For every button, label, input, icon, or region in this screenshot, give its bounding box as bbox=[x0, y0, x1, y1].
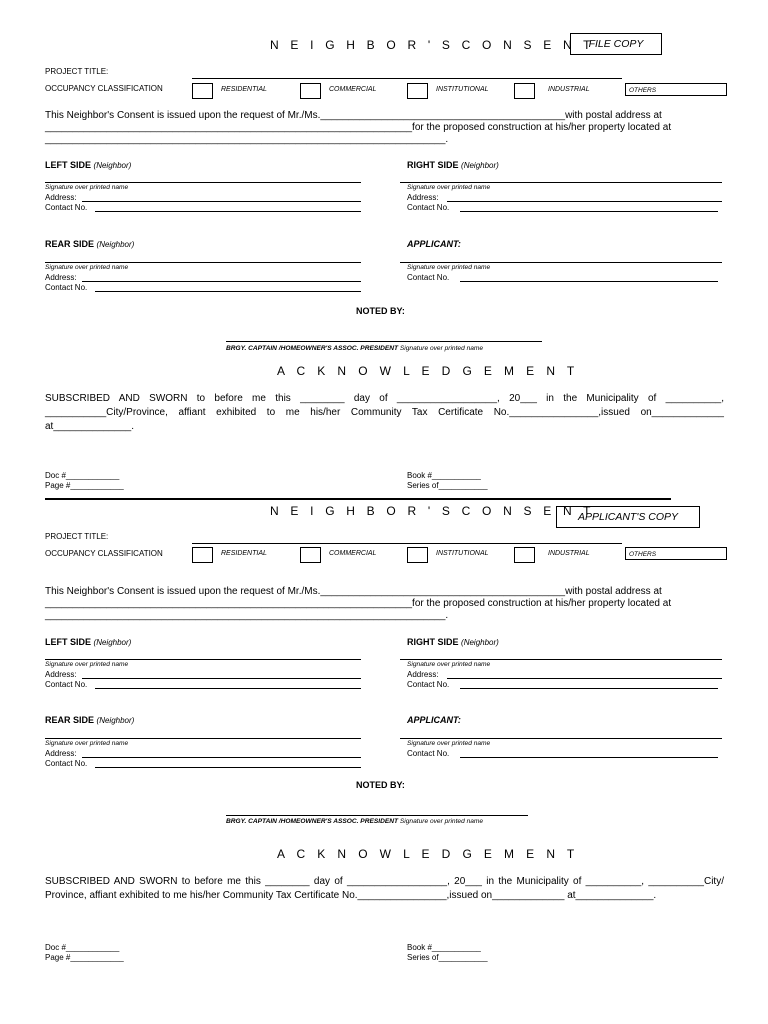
noted-by-caption: BRGY. CAPTAIN /HOMEOWNER'S ASSOC. PRESIDENT Signature over printed name bbox=[226, 345, 484, 352]
contact-label: Contact No. bbox=[407, 273, 450, 282]
occupancy-label: OCCUPANCY CLASSIFICATION bbox=[45, 84, 163, 93]
left-side-address-field[interactable] bbox=[82, 678, 361, 679]
commercial-checkbox[interactable] bbox=[300, 547, 321, 563]
contact-label: Contact No. bbox=[407, 680, 450, 689]
noted-by-signature-field[interactable] bbox=[226, 341, 542, 342]
doc-number-label: Doc #____________ bbox=[45, 943, 120, 952]
address-label: Address: bbox=[45, 749, 77, 758]
request-line-3: ________________________________________________________________________. bbox=[45, 610, 449, 621]
request-line-3: ________________________________________________________________________. bbox=[45, 134, 449, 145]
noted-by-caption: BRGY. CAPTAIN /HOMEOWNER'S ASSOC. PRESIDENT Signature over printed name bbox=[226, 818, 484, 825]
request-line-2: __________________________________________________________________for the proposed construction at his/her property located at bbox=[45, 122, 672, 133]
institutional-label: INSTITUTIONAL bbox=[436, 550, 489, 557]
applicant-contact-field[interactable] bbox=[460, 281, 718, 282]
address-label: Address: bbox=[407, 193, 439, 202]
applicant-contact-field[interactable] bbox=[460, 757, 718, 758]
industrial-label: INDUSTRIAL bbox=[548, 550, 590, 557]
left-side-contact-field[interactable] bbox=[95, 211, 361, 212]
rear-side-address-field[interactable] bbox=[82, 757, 361, 758]
copy-label-badge: FILE COPY bbox=[570, 33, 662, 55]
right-side-address-field[interactable] bbox=[447, 678, 722, 679]
series-label: Series of___________ bbox=[407, 953, 488, 962]
address-label: Address: bbox=[407, 670, 439, 679]
residential-label: RESIDENTIAL bbox=[221, 86, 267, 93]
rear-side-contact-field[interactable] bbox=[95, 291, 361, 292]
copy-label-badge: APPLICANT'S COPY bbox=[556, 506, 700, 528]
signature-caption: Signature over printed name bbox=[407, 264, 491, 271]
left-side-contact-field[interactable] bbox=[95, 688, 361, 689]
file-copy-form bbox=[0, 0, 768, 500]
left-side-label: LEFT SIDE (Neighbor) bbox=[45, 637, 132, 647]
institutional-checkbox[interactable] bbox=[407, 547, 428, 563]
left-side-address-field[interactable] bbox=[82, 201, 361, 202]
commercial-label: COMMERCIAL bbox=[329, 86, 377, 93]
contact-label: Contact No. bbox=[407, 749, 450, 758]
address-label: Address: bbox=[45, 193, 77, 202]
applicant-copy-form bbox=[0, 472, 768, 972]
acknowledgement-title: A C K N O W L E D G E M E N T bbox=[277, 364, 579, 378]
contact-label: Contact No. bbox=[45, 203, 88, 212]
project-title-label: PROJECT TITLE: bbox=[45, 67, 109, 76]
institutional-label: INSTITUTIONAL bbox=[436, 86, 489, 93]
contact-label: Contact No. bbox=[45, 283, 88, 292]
request-line-1: This Neighbor's Consent is issued upon the request of Mr./Ms.____________________________________________with postal address at bbox=[45, 110, 662, 121]
noted-by-label: NOTED BY: bbox=[356, 306, 405, 316]
left-side-signature-field[interactable] bbox=[45, 659, 361, 660]
project-title-field[interactable] bbox=[192, 543, 622, 544]
rear-side-address-field[interactable] bbox=[82, 281, 361, 282]
applicant-label: APPLICANT: bbox=[407, 715, 461, 725]
page-number-label: Page #____________ bbox=[45, 481, 124, 490]
industrial-checkbox[interactable] bbox=[514, 547, 535, 563]
request-line-2: __________________________________________________________________for the proposed construction at his/her property located at bbox=[45, 598, 672, 609]
sworn-statement: SUBSCRIBED AND SWORN to before me this ________ day of __________________, 20___ in the Municipality of __________, ___________City/Province, affiant exhibited to me his/her Community Tax Certificate No.________________,issued on_____________ at______________. bbox=[45, 393, 724, 432]
rear-side-signature-field[interactable] bbox=[45, 262, 361, 263]
others-field[interactable]: OTHERS bbox=[625, 547, 727, 560]
series-label: Series of___________ bbox=[407, 481, 488, 490]
right-side-address-field[interactable] bbox=[447, 201, 722, 202]
applicant-signature-field[interactable] bbox=[400, 262, 722, 263]
signature-caption: Signature over printed name bbox=[407, 661, 491, 668]
address-label: Address: bbox=[45, 273, 77, 282]
rear-side-label: REAR SIDE (Neighbor) bbox=[45, 715, 135, 725]
signature-caption: Signature over printed name bbox=[45, 740, 129, 747]
signature-caption: Signature over printed name bbox=[45, 264, 129, 271]
right-side-contact-field[interactable] bbox=[460, 211, 718, 212]
form-title: N E I G H B O R ' S C O N S E N T bbox=[270, 38, 595, 52]
left-side-signature-field[interactable] bbox=[45, 182, 361, 183]
contact-label: Contact No. bbox=[407, 203, 450, 212]
right-side-label: RIGHT SIDE (Neighbor) bbox=[407, 160, 499, 170]
doc-number-label: Doc #____________ bbox=[45, 471, 120, 480]
right-side-label: RIGHT SIDE (Neighbor) bbox=[407, 637, 499, 647]
book-number-label: Book #___________ bbox=[407, 471, 481, 480]
residential-label: RESIDENTIAL bbox=[221, 550, 267, 557]
signature-caption: Signature over printed name bbox=[407, 184, 491, 191]
applicant-label: APPLICANT: bbox=[407, 239, 461, 249]
commercial-checkbox[interactable] bbox=[300, 83, 321, 99]
institutional-checkbox[interactable] bbox=[407, 83, 428, 99]
address-label: Address: bbox=[45, 670, 77, 679]
sworn-statement: SUBSCRIBED AND SWORN to before me this ________ day of __________________, 20___ in the Municipality of __________, __________City/ Province, affiant exhibited to me his/her Community Tax Certificate No.________________,issued on_____________ at______________. bbox=[45, 876, 724, 901]
right-side-signature-field[interactable] bbox=[400, 659, 722, 660]
project-title-field[interactable] bbox=[192, 78, 622, 79]
residential-checkbox[interactable] bbox=[192, 83, 213, 99]
right-side-contact-field[interactable] bbox=[460, 688, 718, 689]
rear-side-label: REAR SIDE (Neighbor) bbox=[45, 239, 135, 249]
applicant-signature-field[interactable] bbox=[400, 738, 722, 739]
right-side-signature-field[interactable] bbox=[400, 182, 722, 183]
noted-by-signature-field[interactable] bbox=[226, 815, 528, 816]
project-title-label: PROJECT TITLE: bbox=[45, 532, 109, 541]
left-side-label: LEFT SIDE (Neighbor) bbox=[45, 160, 132, 170]
industrial-label: INDUSTRIAL bbox=[548, 86, 590, 93]
request-line-1: This Neighbor's Consent is issued upon the request of Mr./Ms.____________________________________________with postal address at bbox=[45, 586, 662, 597]
others-field[interactable]: OTHERS bbox=[625, 83, 727, 96]
rear-side-contact-field[interactable] bbox=[95, 767, 361, 768]
contact-label: Contact No. bbox=[45, 680, 88, 689]
noted-by-label: NOTED BY: bbox=[356, 780, 405, 790]
signature-caption: Signature over printed name bbox=[407, 740, 491, 747]
occupancy-label: OCCUPANCY CLASSIFICATION bbox=[45, 549, 163, 558]
signature-caption: Signature over printed name bbox=[45, 184, 129, 191]
acknowledgement-title: A C K N O W L E D G E M E N T bbox=[277, 847, 579, 861]
book-number-label: Book #___________ bbox=[407, 943, 481, 952]
form-title: N E I G H B O R ' S C O N S E N T bbox=[270, 504, 595, 518]
contact-label: Contact No. bbox=[45, 759, 88, 768]
signature-caption: Signature over printed name bbox=[45, 661, 129, 668]
industrial-checkbox[interactable] bbox=[514, 83, 535, 99]
residential-checkbox[interactable] bbox=[192, 547, 213, 563]
rear-side-signature-field[interactable] bbox=[45, 738, 361, 739]
page-number-label: Page #____________ bbox=[45, 953, 124, 962]
commercial-label: COMMERCIAL bbox=[329, 550, 377, 557]
